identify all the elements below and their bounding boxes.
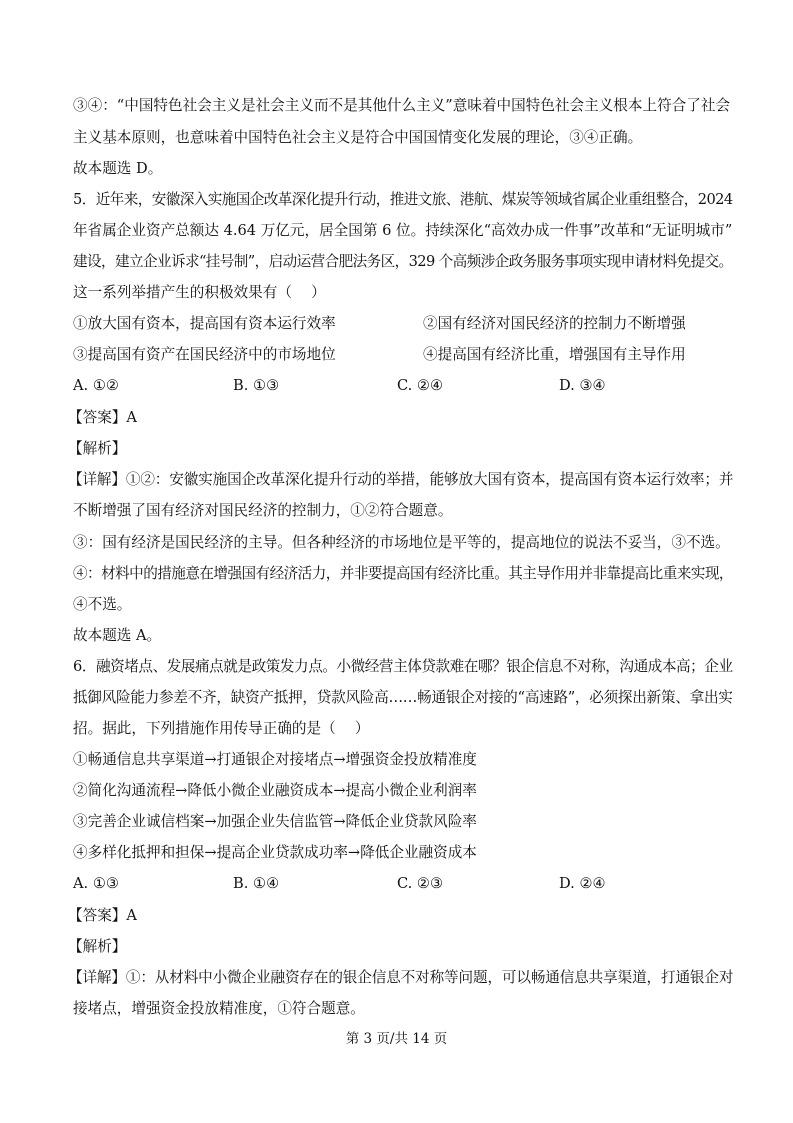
q6-choice-a: A. ①③ xyxy=(73,875,119,892)
q6-stem-line-2: 抵御风险能力参差不齐，缺资产抵押，贷款风险高……畅通银企对接的“高速路”，必须探出新策、拿出实 xyxy=(73,689,733,706)
page-footer: 第 3 页/共 14 页 xyxy=(345,1031,448,1047)
q5-explanation-line-5: ④不选。 xyxy=(73,596,132,613)
q5-stem-line-3: 建设，建立企业诉求“挂号制”，启动运营合肥法务区，329 个高频涉企政务服务事项实现申请材料免提交。 xyxy=(73,253,733,270)
q6-item-4: ④多样化抵押和担保→提高企业贷款成功率→降低企业融资成本 xyxy=(73,844,477,861)
q6-stem-line-1: 6．融资堵点、发展痛点就是政策发力点。小微经营主体贷款难在哪？银企信息不对称，沟通成本高；企业 xyxy=(73,658,733,675)
q5-explanation-line-3: ③：国有经济是国民经济的主导。但各种经济的市场地位是平等的，提高地位的说法不妥当，③不选。 xyxy=(73,534,730,551)
q5-stem-line-1: 5．近年来，安徽深入实施国企改革深化提升行动，推进文旅、港航、煤炭等领域省属企业重组整合，2024 xyxy=(73,191,733,208)
prev-analysis-line-2: 主义基本原则，也意味着中国特色社会主义是符合中国国情变化发展的理论，③④正确。 xyxy=(73,129,643,146)
q6-choice-c: C. ②③ xyxy=(397,875,444,892)
q5-analysis-label: 【解析】 xyxy=(68,440,127,457)
q5-choices xyxy=(73,377,733,397)
q5-stem-line-2: 年省属企业资产总额达 4.64 万亿元，居全国第 6 位。持续深化“高效办成一件事”改革和“无证明城市” xyxy=(73,222,733,239)
q5-stem-line-4: 这一系列举措产生的积极效果有（ ） xyxy=(73,284,326,301)
q5-choice-d: D. ③④ xyxy=(559,377,606,394)
q6-explanation-line-2: 接堵点，增强资金投放精准度，①符合题意。 xyxy=(73,1000,365,1017)
q6-explanation-line-1: 【详解】①：从材料中小微企业融资存在的银企信息不对称等问题，可以畅通信息共享渠道，打通银企对 xyxy=(68,969,734,986)
q6-stem-line-3: 招。据此，下列措施作用传导正确的是（ ） xyxy=(73,720,370,737)
q5-item-4: ④提高国有经济比重，增强国有主导作用 xyxy=(423,346,686,363)
prev-conclusion: 故本题选 D。 xyxy=(73,160,163,177)
q5-item-1: ①放大国有资本，提高国有资本运行效率 xyxy=(73,315,336,332)
q6-choice-b: B. ①④ xyxy=(233,875,280,892)
q5-item-3: ③提高国有资产在国民经济中的市场地位 xyxy=(73,346,336,363)
q5-items-row-1 xyxy=(73,314,733,334)
q5-items-row-2 xyxy=(73,345,733,365)
q5-choice-a: A. ①② xyxy=(73,377,119,394)
q6-choice-d: D. ②④ xyxy=(559,875,606,892)
q6-choices xyxy=(73,875,733,895)
q6-item-2: ②简化沟通流程→降低小微企业融资成本→提高小微企业利润率 xyxy=(73,782,477,799)
q5-explanation-line-4: ④：材料中的措施意在增强国有经济活力，并非要提高国有经济比重。其主导作用并非靠提高比重来实现， xyxy=(73,565,733,582)
q5-conclusion: 故本题选 A。 xyxy=(73,627,162,644)
prev-analysis-line-1: ③④：“中国特色社会主义是社会主义而不是其他什么主义”意味着中国特色社会主义根本上符合了社会 xyxy=(73,97,731,114)
q5-choice-b: B. ①③ xyxy=(233,377,280,394)
q6-item-1: ①畅通信息共享渠道→打通银企对接堵点→增强资金投放精准度 xyxy=(73,751,477,768)
q6-answer: 【答案】A xyxy=(68,907,137,924)
q5-answer: 【答案】A xyxy=(68,409,137,426)
q6-analysis-label: 【解析】 xyxy=(68,938,127,955)
q5-explanation-line-2: 不断增强了国有经济对国民经济的控制力，①②符合题意。 xyxy=(73,502,453,519)
q5-choice-c: C. ②④ xyxy=(397,377,444,394)
q5-item-2: ②国有经济对国民经济的控制力不断增强 xyxy=(423,315,686,332)
q6-item-3: ③完善企业诚信档案→加强企业失信监管→降低企业贷款风险率 xyxy=(73,813,477,830)
q5-explanation-line-1: 【详解】①②：安徽实施国企改革深化提升行动的举措，能够放大国有资本，提高国有资本运行效率；并 xyxy=(68,471,734,488)
